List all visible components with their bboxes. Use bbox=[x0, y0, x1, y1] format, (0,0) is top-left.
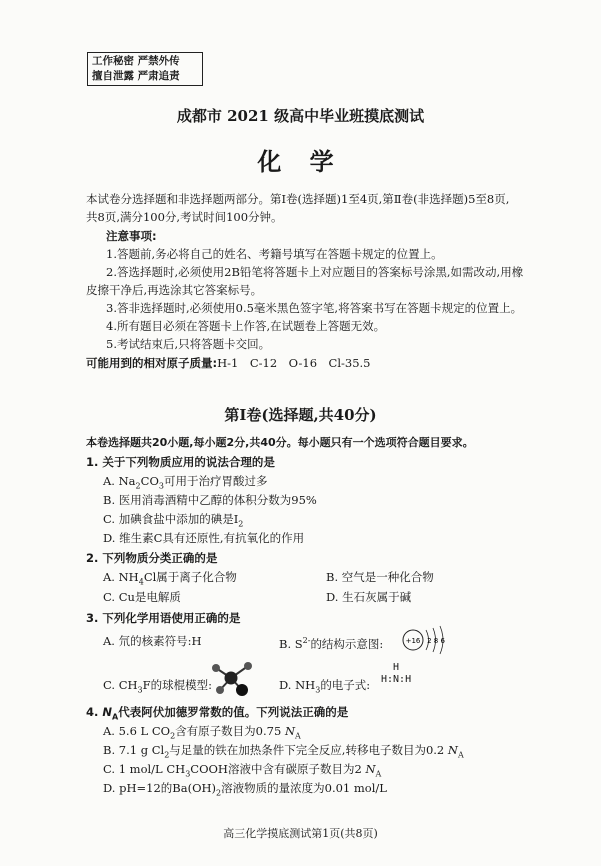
q3-stem: 3. 下列化学用语使用正确的是 bbox=[86, 611, 241, 625]
intro-line-2: 共8页,满分100分,考试时间100分钟。 bbox=[86, 210, 283, 224]
q1-option-d: D. 维生素C具有还原性,有抗氧化的作用 bbox=[103, 531, 305, 545]
q2-option-d: D. 生石灰属于碱 bbox=[326, 590, 412, 604]
q2-option-a: A. $NH_4Cl$属于离子化合物 bbox=[103, 570, 237, 587]
q2-option-b: B. 空气是一种化合物 bbox=[326, 570, 434, 584]
q2-stem: 2. 下列物质分类正确的是 bbox=[86, 551, 218, 565]
notice-item-5: 5.考试结束后,只将答题卡交回。 bbox=[106, 337, 271, 351]
notice-item-2b: 皮擦干净后,再选涂其它答案标号。 bbox=[86, 283, 263, 297]
stamp-line-2: 擅自泄露 严肃追责 bbox=[92, 70, 180, 82]
atomic-mass-line bbox=[86, 354, 371, 372]
atomic-mass-values: H-1 C-12 O-16 Cl-35.5 bbox=[217, 356, 371, 370]
sulfide-structure-diagram bbox=[398, 624, 452, 656]
section-instruction: 本卷选择题共20小题,每小题2分,共40分。每小题只有一个选项符合题目要求。 bbox=[86, 436, 474, 449]
confidential-stamp bbox=[87, 52, 203, 86]
q1-option-a: A. $Na_2CO_3$可用于治疗胃酸过多 bbox=[103, 474, 268, 491]
q4-option-d: D. pH=12的$Ba(OH)_2$溶液物质的量浓度为0.01 mol/L bbox=[103, 781, 387, 798]
q3-option-a: A. 氘的核素符号:H bbox=[103, 634, 202, 648]
q4-option-c: C. 1 mol/L $CH_3COOH$溶液中含有碳原子数目为2 $N_A$ bbox=[103, 762, 382, 779]
ch3f-ball-stick-model bbox=[206, 656, 256, 696]
subject-title: 化 学 bbox=[257, 148, 344, 176]
exam-title: 成都市 2021 级高中毕业班摸底测试 bbox=[176, 107, 425, 125]
nh3-electron-formula: H H:N:H bbox=[381, 662, 412, 685]
atomic-mass-label: 可能用到的相对原子质量: bbox=[86, 356, 218, 370]
section-title: 第Ⅰ卷(选择题,共40分) bbox=[224, 406, 377, 424]
q2-option-c: C. Cu是电解质 bbox=[103, 590, 181, 604]
electron-shells: 2 8 6 bbox=[427, 637, 445, 645]
notice-item-2a: 2.答选择题时,必须使用2B铅笔将答题卡上对应题目的答案标号涂黑,如需改动,用橡 bbox=[106, 265, 524, 279]
notice-item-1: 1.答题前,务必将自己的姓名、考籍号填写在答题卡规定的位置上。 bbox=[106, 247, 443, 261]
nucleus-charge: +16 bbox=[405, 637, 421, 645]
q3-option-b: B. $S^{2-}$的结构示意图: bbox=[279, 636, 384, 651]
q3-option-c: C. $CH_3F$的球棍模型: bbox=[103, 678, 212, 695]
stamp-line-1: 工作秘密 严禁外传 bbox=[92, 55, 180, 67]
intro-line-1: 本试卷分选择题和非选择题两部分。第Ⅰ卷(选择题)1至4页,第Ⅱ卷(非选择题)5至8页, bbox=[86, 192, 510, 206]
notice-item-3: 3.答非选择题时,必须使用0.5毫米黑色签字笔,将答案书写在答题卡规定的位置上。 bbox=[106, 301, 523, 315]
q3-option-d: D. $NH_3$的电子式: bbox=[279, 678, 371, 695]
q4-option-a: A. 5.6 L $CO_2$含有原子数目为0.75 $N_A$ bbox=[103, 724, 301, 741]
page-footer: 高三化学摸底测试第1页(共8页) bbox=[223, 827, 378, 840]
notice-heading: 注意事项: bbox=[106, 229, 157, 243]
notice-item-4: 4.所有题目必须在答题卡上作答,在试题卷上答题无效。 bbox=[106, 319, 386, 333]
q1-option-b: B. 医用消毒酒精中乙醇的体积分数为95% bbox=[103, 493, 317, 507]
q4-option-b: B. 7.1 g $Cl_2$与足量的铁在加热条件下完全反应,转移电子数目为0.2 $N_A$ bbox=[103, 743, 464, 760]
q1-option-c: C. 加碘食盐中添加的碘是$I_2$ bbox=[103, 512, 244, 529]
q4-stem: 4. $N_A$代表阿伏加德罗常数的值。下列说法正确的是 bbox=[86, 705, 349, 722]
q1-stem: 1. 关于下列物质应用的说法合理的是 bbox=[86, 455, 275, 469]
